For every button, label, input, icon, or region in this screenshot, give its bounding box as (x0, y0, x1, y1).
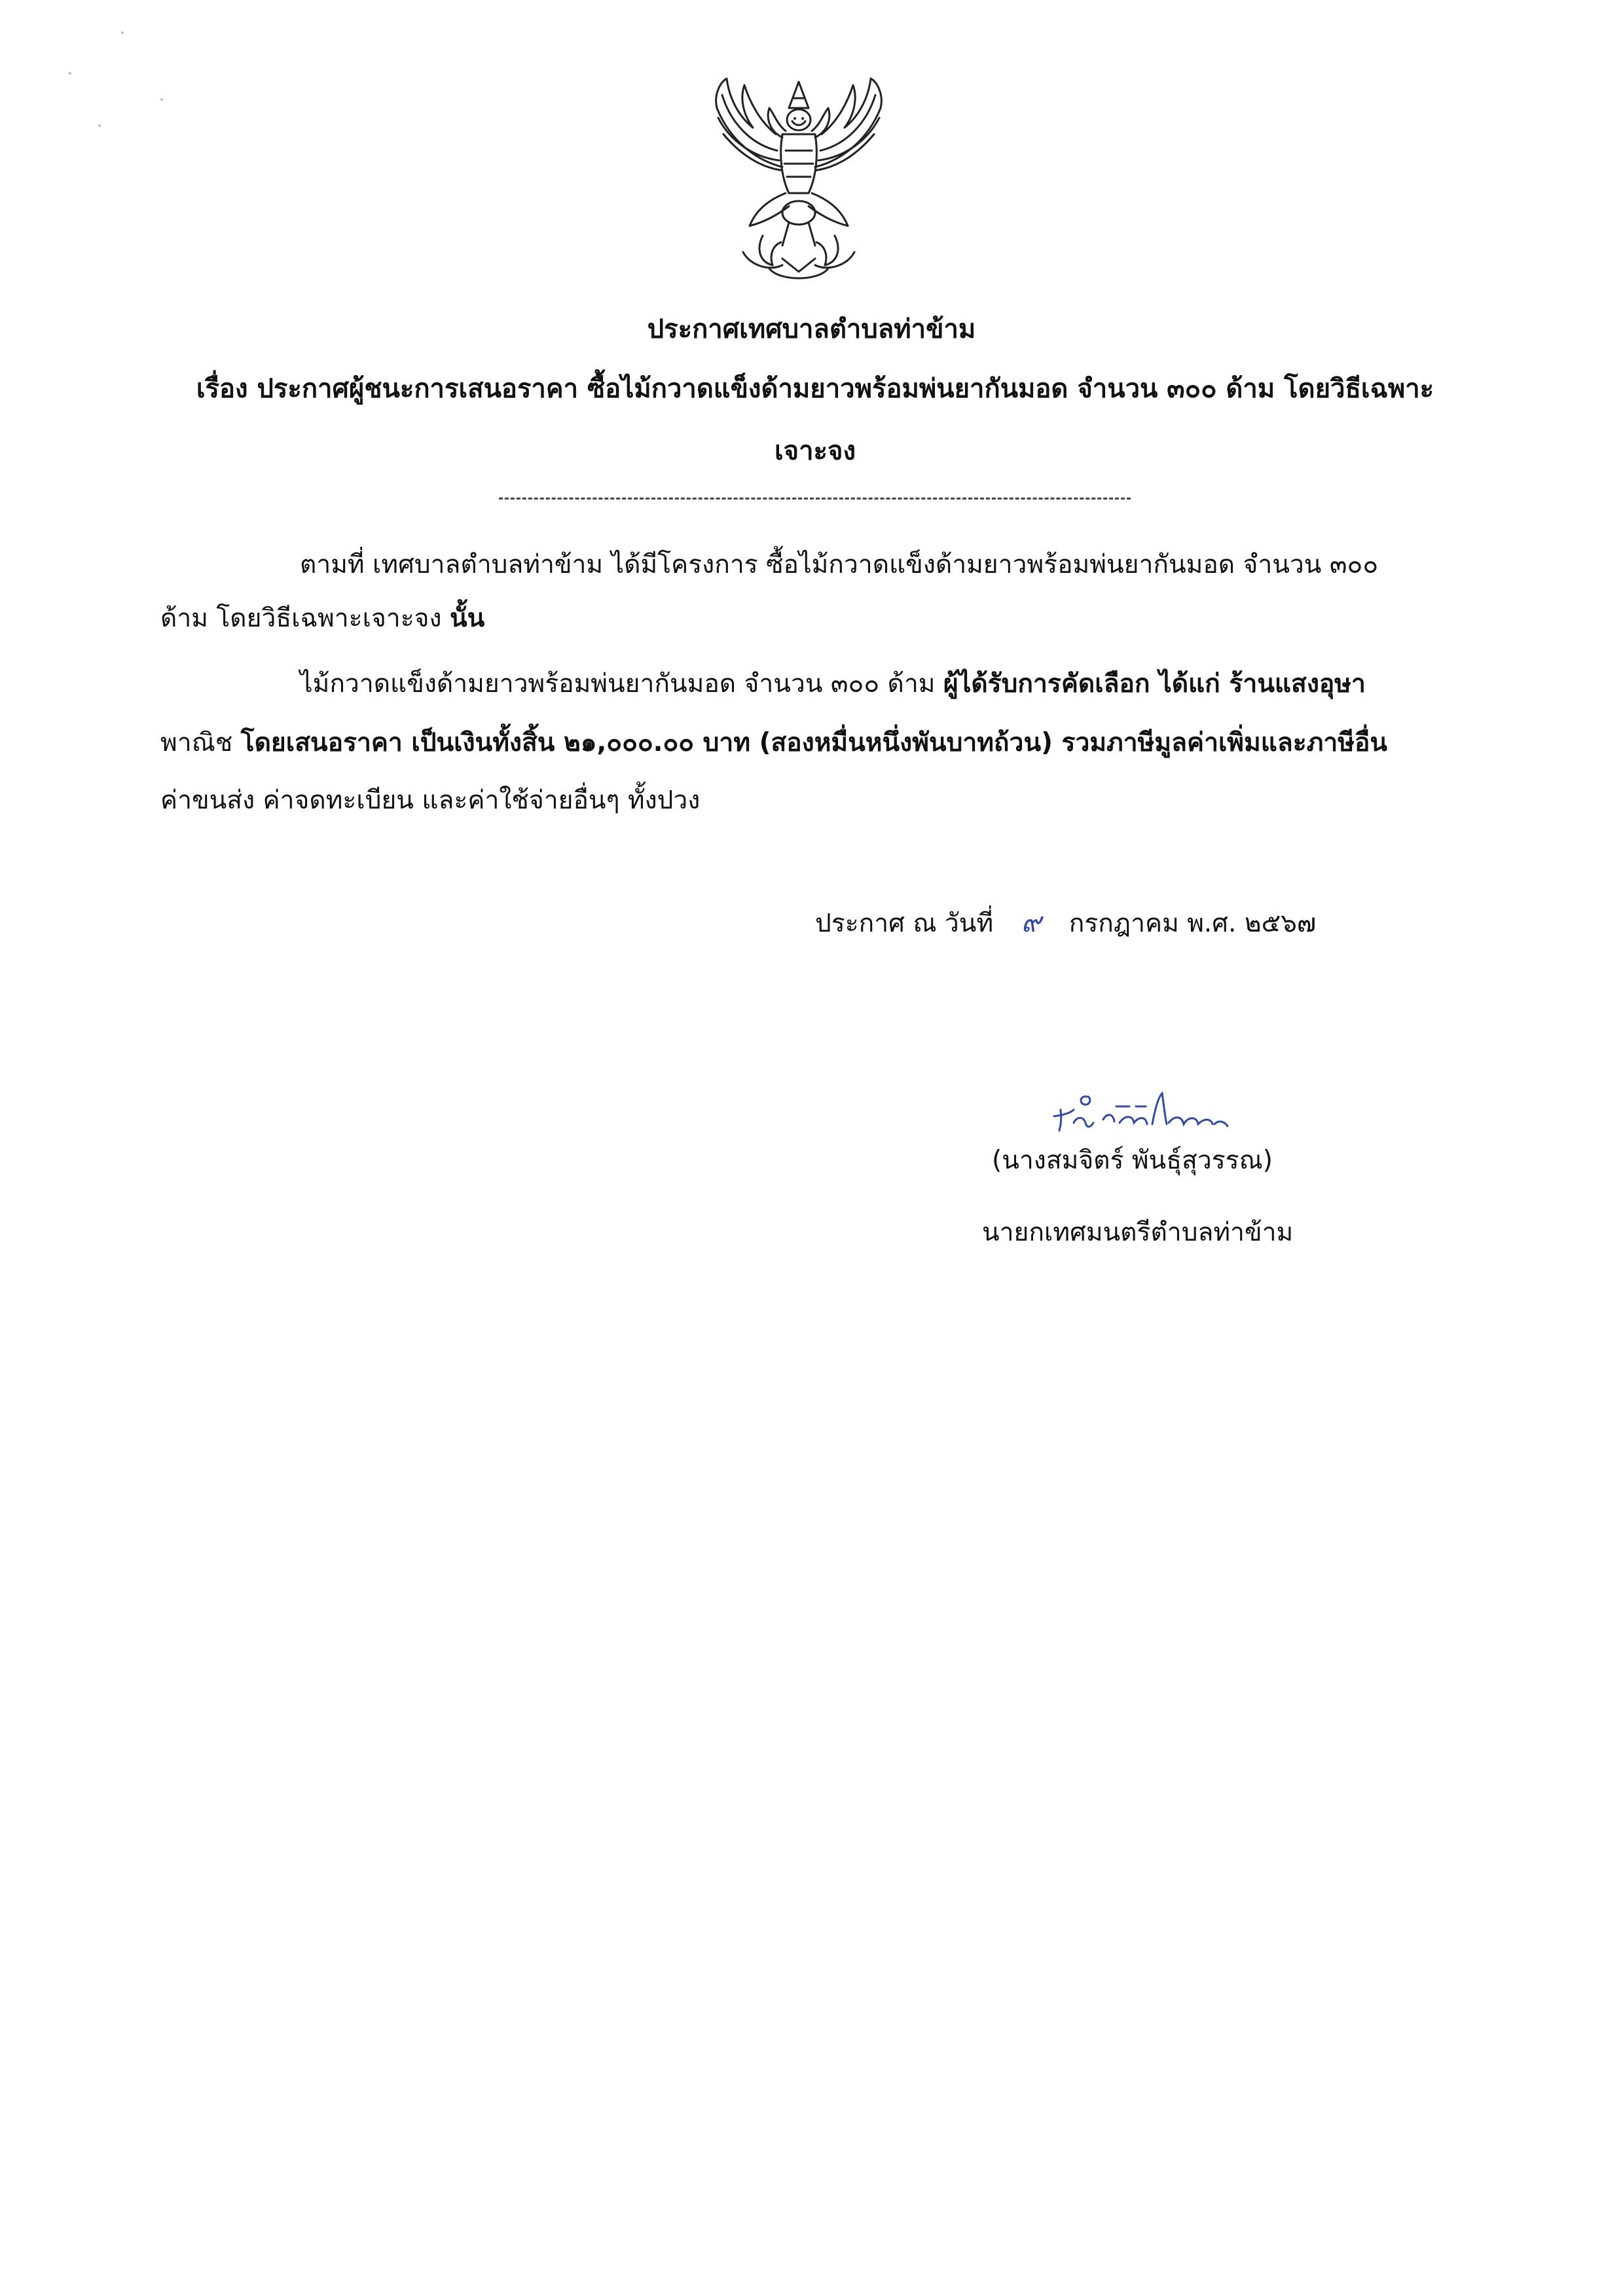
signatory-name: (นางสมจิตร์ พันธุ์สุวรรณ) (992, 1146, 1273, 1175)
date-month-year: กรกฎาคม พ.ศ. ๒๕๖๗ (1068, 909, 1317, 938)
date-prefix: ประกาศ ณ วันที่ (815, 909, 994, 938)
paragraph-1-line-2 (160, 602, 484, 635)
subject-line: เรื่อง ประกาศผู้ชนะการเสนอราคา ซื้อไม้กวาดแข็งด้ามยาวพร้อมพ่นยากันมอด จำนวน ๓๐๐ ด้าม โดยวิธีเฉพาะ (196, 374, 1434, 404)
paragraph-2-vendor: พาณิช (160, 728, 241, 757)
paragraph-2-line-3: ค่าขนส่ง ค่าจดทะเบียน และค่าใช้จ่ายอื่นๆ ทั้งปวง (160, 786, 701, 815)
handwritten-signature-icon (1048, 1084, 1244, 1136)
signatory-position: นายกเทศมนตรีตำบลท่าข้าม (982, 1218, 1294, 1247)
paragraph-1-text: ด้าม โดยวิธีเฉพาะเจาะจง (160, 604, 450, 633)
garuda-emblem-icon (704, 69, 894, 291)
paragraph-2-line-2 (160, 727, 1387, 759)
paragraph-1-emphasis: นั้น (449, 604, 485, 633)
paragraph-1-line-1: ตามที่ เทศบาลตำบลท่าข้าม ได้มีโครงการ ซื้อไม้กวาดแข็งด้ามยาวพร้อมพ่นยากันมอด จำนวน ๓๐๐ (300, 550, 1379, 579)
subject-line-continued: เจาะจง (774, 436, 856, 466)
announcement-date (815, 906, 1316, 940)
announcement-title: ประกาศเทศบาลตำบลท่าข้าม (647, 314, 976, 344)
paragraph-2-line-1 (300, 668, 1366, 701)
date-day-handwritten: ๙ (1021, 906, 1042, 938)
paragraph-2-price: โดยเสนอราคา เป็นเงินทั้งสิ้น ๒๑,๐๐๐.๐๐ บาท (สองหมื่นหนึ่งพันบาทถ้วน) รวมภาษีมูลค่าเพิ่มและภาษีอื่น (240, 728, 1388, 757)
paragraph-2-text: ไม้กวาดแข็งด้ามยาวพร้อมพ่นยากันมอด จำนวน ๓๐๐ ด้าม (300, 669, 943, 699)
divider-line (499, 498, 1131, 500)
paragraph-2-emphasis: ผู้ได้รับการคัดเลือก ได้แก่ ร้านแสงอุษา (943, 669, 1366, 699)
